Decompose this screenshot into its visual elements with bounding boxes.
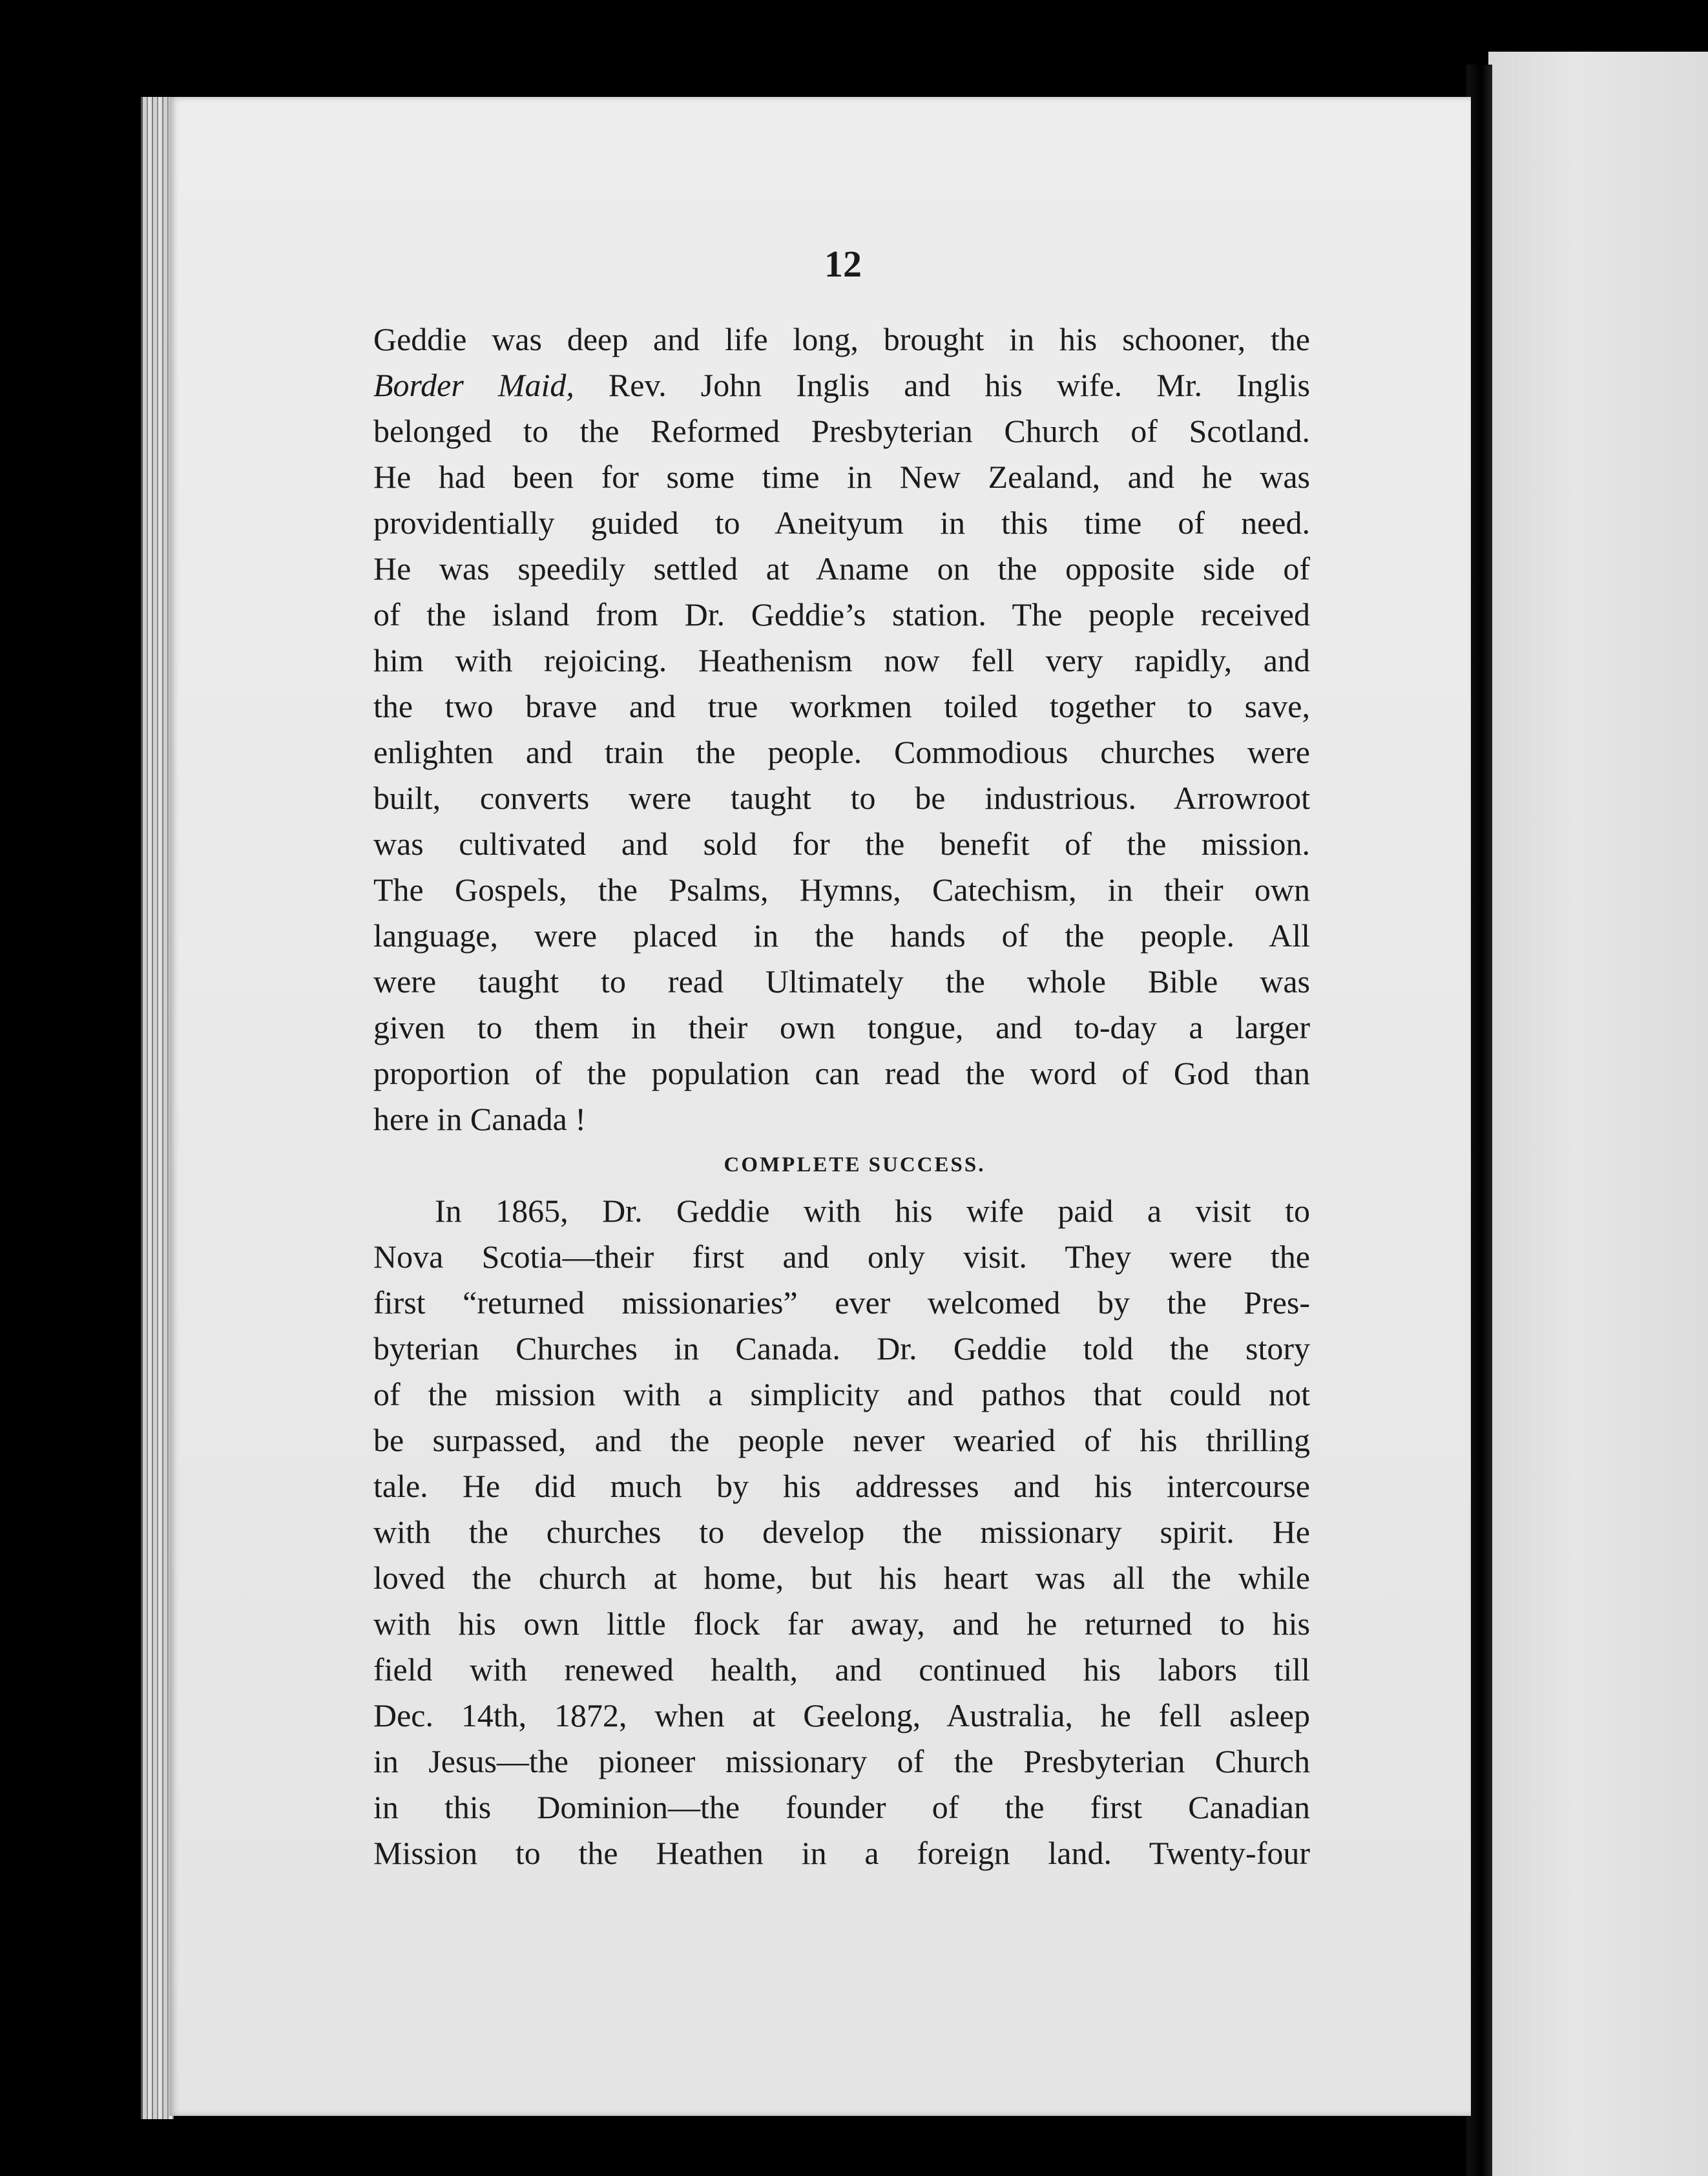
adjacent-page-edge (1488, 52, 1708, 2176)
text-line: Geddie was deep and life long, brought in his schooner, the (373, 321, 1310, 357)
text-line: tale. He did much by his addresses and his intercourse (373, 1468, 1310, 1504)
body-text (373, 317, 1310, 1876)
text-line: Dec. 14th, 1872, when at Geelong, Australia, he fell asleep (373, 1697, 1310, 1733)
text-line: He had been for some time in New Zealand, and he was (373, 459, 1310, 495)
text-segment: Rev. John Inglis and his wife. Mr. Inglis (574, 367, 1310, 403)
text-line: built, converts were taught to be industrious. Arrowroot (373, 780, 1310, 816)
text-line: here in Canada ! (373, 1101, 587, 1137)
section-heading: COMPLETE SUCCESS. (724, 1153, 986, 1177)
text-line: byterian Churches in Canada. Dr. Geddie told the story (373, 1330, 1310, 1366)
text-line (373, 362, 1310, 408)
text-line: be surpassed, and the people never wearied of his thrilling (373, 1422, 1310, 1458)
text-line: field with renewed health, and continued his labors till (373, 1651, 1310, 1688)
text-line: In 1865, Dr. Geddie with his wife paid a visit to (435, 1193, 1310, 1229)
text-line: of the mission with a simplicity and pathos that could not (373, 1376, 1310, 1412)
text-line: first “returned missionaries” ever welcomed by the Pres- (373, 1284, 1310, 1321)
text-line: enlighten and train the people. Commodious churches were (373, 734, 1310, 770)
text-line: was cultivated and sold for the benefit of the mission. (373, 826, 1310, 862)
text-line: in Jesus—the pioneer missionary of the Presbyterian Church (373, 1743, 1310, 1779)
text-line: Nova Scotia—their first and only visit. They were the (373, 1239, 1310, 1275)
text-line: in this Dominion—the founder of the first Canadian (373, 1789, 1310, 1825)
text-line: providentially guided to Aneityum in this time of need. (373, 505, 1310, 541)
text-line: language, were placed in the hands of the people. All (373, 917, 1310, 954)
text-line: given to them in their own tongue, and to-day a larger (373, 1009, 1310, 1045)
text-line: with his own little flock far away, and he returned to his (373, 1606, 1310, 1642)
text-line: loved the church at home, but his heart was all the while (373, 1560, 1310, 1596)
text-line: him with rejoicing. Heathenism now fell very rapidly, and (373, 642, 1310, 678)
text-line: The Gospels, the Psalms, Hymns, Catechism, in their own (373, 872, 1310, 908)
text-line: of the island from Dr. Geddie’s station. The people received (373, 596, 1310, 633)
ship-name: Border Maid, (373, 367, 574, 403)
text-line: the two brave and true workmen toiled together to save, (373, 688, 1310, 724)
text-line: proportion of the population can read the word of God than (373, 1055, 1310, 1091)
text-line: Mission to the Heathen in a foreign land. Twenty-four (373, 1835, 1310, 1871)
text-line: He was speedily settled at Aname on the opposite side of (373, 550, 1310, 587)
text-line: belonged to the Reformed Presbyterian Church of Scotland. (373, 413, 1310, 449)
text-line: were taught to read Ultimately the whole Bible was (373, 963, 1310, 999)
text-line: with the churches to develop the missionary spirit. He (373, 1514, 1310, 1550)
page-number: 12 (824, 243, 862, 285)
